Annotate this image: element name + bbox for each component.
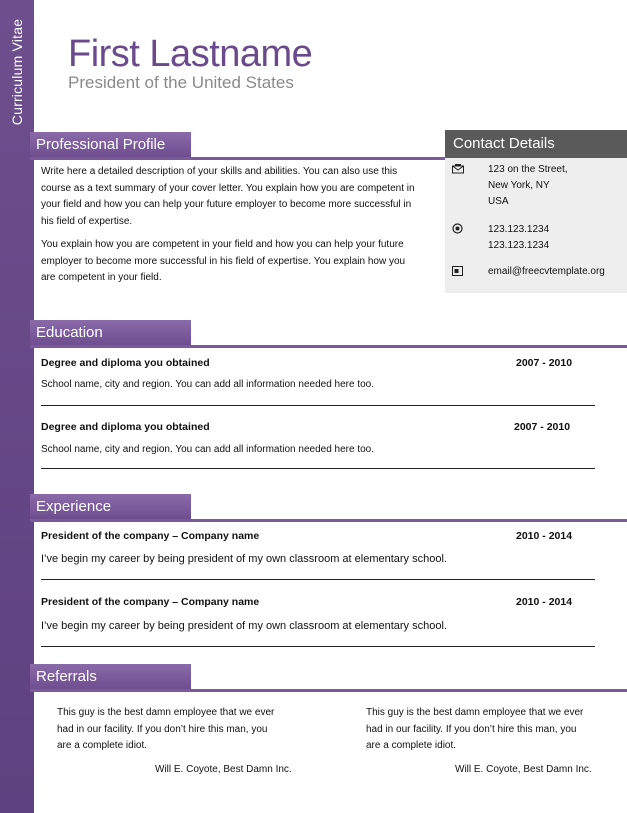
education-years: 2007 - 2010 — [516, 357, 573, 369]
experience-years: 2010 - 2014 — [516, 530, 573, 542]
address-line: USA — [488, 196, 509, 207]
email-icon — [452, 266, 463, 279]
entry-divider — [41, 468, 595, 469]
referral-quote — [57, 705, 297, 755]
profile-line: are competent in your field. — [41, 272, 162, 283]
contact-address — [488, 162, 568, 210]
address-line: 123 on the Street, — [488, 164, 568, 175]
profile-line: course as a text summary of your cover letter. You explain how you are competent in — [41, 182, 415, 194]
entry-divider — [41, 405, 595, 406]
sidebar-label-container — [0, 0, 34, 140]
address-line: New York, NY — [488, 180, 550, 191]
referral-line: This guy is the best damn employee that we ever — [57, 707, 275, 718]
sidebar-label: Curriculum Vitae — [9, 18, 25, 126]
referral-line: are a complete idiot. — [57, 740, 148, 751]
experience-desc: I’ve begin my career by being president of my own classroom at elementary school. — [41, 620, 447, 632]
education-title: Degree and diploma you obtained — [41, 357, 210, 369]
phone-number: 123.123.1234 — [488, 240, 550, 251]
education-desc: School name, city and region. You can add all information needed here too. — [41, 444, 375, 455]
person-name: First Lastname — [68, 33, 313, 75]
profile-line: You explain how you are competent in your field and how you can help your future — [41, 239, 404, 250]
sidebar-strip — [0, 0, 34, 813]
referrals-rule — [30, 689, 627, 692]
experience-desc: I’ve begin my career by being president of my own classroom at elementary school. — [41, 553, 447, 565]
experience-title: President of the company – Company name — [41, 530, 260, 542]
referral-line: are a complete idiot. — [366, 740, 457, 751]
referral-line: This guy is the best damn employee that we ever — [366, 707, 584, 718]
profile-paragraph-1 — [41, 164, 436, 230]
profile-rule — [30, 157, 446, 160]
profile-line: his field of expertise. — [41, 215, 133, 227]
contact-heading: Contact Details — [445, 130, 627, 158]
profile-line: Write here a detailed description of your skills and abilities. You can also use this — [41, 166, 398, 177]
profile-line: your field and how you can help your future employer to become more successful in — [41, 199, 412, 210]
contact-phones — [488, 222, 549, 254]
profile-paragraph-2 — [41, 237, 436, 287]
contact-email[interactable]: email@freecvtemplate.org — [488, 266, 605, 277]
education-title: Degree and diploma you obtained — [41, 421, 210, 433]
referral-signature: Will E. Coyote, Best Damn Inc. — [455, 764, 592, 775]
person-title: President of the United States — [68, 73, 294, 92]
education-years: 2007 - 2010 — [514, 421, 571, 433]
referral-quote — [366, 705, 606, 755]
education-rule — [30, 345, 627, 348]
referrals-heading: Referrals — [30, 664, 191, 690]
experience-title: President of the company – Company name — [41, 596, 260, 608]
experience-years: 2010 - 2014 — [516, 596, 573, 608]
referral-line: had in our facility. If you don’t hire this man, you — [366, 723, 577, 735]
entry-divider — [41, 579, 595, 580]
experience-rule — [30, 519, 627, 522]
phone-icon — [452, 223, 463, 237]
phone-number: 123.123.1234 — [488, 224, 550, 235]
profile-heading: Professional Profile — [30, 132, 191, 158]
education-heading: Education — [30, 320, 191, 346]
entry-divider — [41, 646, 595, 647]
referral-signature: Will E. Coyote, Best Damn Inc. — [155, 764, 292, 775]
profile-line: employer to become more successful in his field of expertise. You explain how you — [41, 255, 406, 267]
experience-heading: Experience — [30, 494, 191, 520]
mail-icon — [452, 164, 464, 177]
education-desc: School name, city and region. You can add all information needed here too. — [41, 379, 375, 390]
referral-line: had in our facility. If you don’t hire this man, you — [57, 723, 268, 735]
